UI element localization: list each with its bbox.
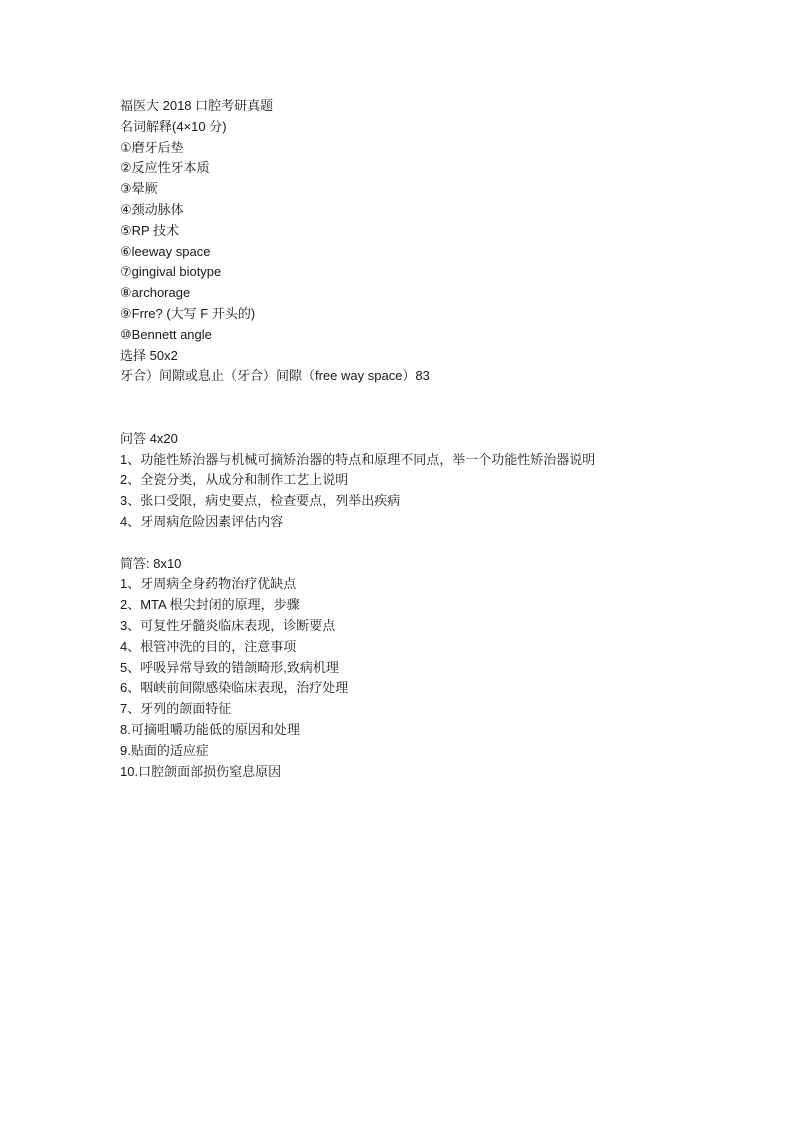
section-spacer bbox=[120, 533, 760, 554]
term-item: ⑩Bennett angle bbox=[120, 326, 212, 342]
short-heading: 简答: 8x10 bbox=[120, 555, 182, 571]
term-item: ⑦gingival biotype bbox=[120, 264, 222, 280]
terms-heading: 名词解释(4×10 分) bbox=[120, 118, 227, 134]
term-item: ⑧archorage bbox=[120, 285, 191, 301]
essay-item: 1、功能性矫治器与机械可摘矫治器的特点和原理不同点，举一个功能性矫治器说明 bbox=[120, 451, 596, 467]
short-item: 1、牙周病全身药物治疗优缺点 bbox=[120, 576, 297, 592]
choice-heading: 选择 50x2 bbox=[120, 347, 178, 363]
short-item: 6、咽峡前间隙感染临床表现，治疗处理 bbox=[120, 680, 349, 696]
short-item: 10.口腔颌面部损伤窒息原因 bbox=[120, 763, 282, 779]
short-item: 9.贴面的适应症 bbox=[120, 742, 209, 758]
choice-note: 牙合）间隙或息止（牙合）间隙（free way space）83 bbox=[120, 368, 430, 384]
essay-heading: 问答 4x20 bbox=[120, 430, 178, 446]
term-item: ③晕厥 bbox=[120, 181, 158, 197]
short-item: 5、呼吸异常导致的错颌畸形,致病机理 bbox=[120, 659, 339, 675]
short-item: 4、根管冲洗的目的，注意事项 bbox=[120, 638, 297, 654]
section-spacer bbox=[120, 387, 760, 429]
short-item: 8.可摘咀嚼功能低的原因和处理 bbox=[120, 721, 300, 737]
essay-item: 4、牙周病危险因素评估内容 bbox=[120, 513, 284, 529]
short-item: 7、牙列的颌面特征 bbox=[120, 701, 232, 717]
term-item: ⑤RP 技术 bbox=[120, 222, 180, 238]
short-item: 2、MTA 根尖封闭的原理，步骤 bbox=[120, 597, 300, 613]
document-content bbox=[120, 96, 760, 782]
essay-item: 3、张口受限，病史要点，检查要点，列举出疾病 bbox=[120, 493, 401, 509]
short-item: 3、可复性牙髓炎临床表现，诊断要点 bbox=[120, 617, 336, 633]
term-item: ①磨牙后垫 bbox=[120, 139, 184, 155]
document-title: 福医大 2018 口腔考研真题 bbox=[120, 98, 274, 113]
essay-item: 2、全瓷分类，从成分和制作工艺上说明 bbox=[120, 472, 349, 488]
term-item: ②反应性牙本质 bbox=[120, 160, 210, 176]
term-item: ④颈动脉体 bbox=[120, 201, 184, 217]
term-item: ⑥leeway space bbox=[120, 243, 211, 259]
term-item: ⑨Frre? (大写 F 开头的) bbox=[120, 305, 256, 321]
